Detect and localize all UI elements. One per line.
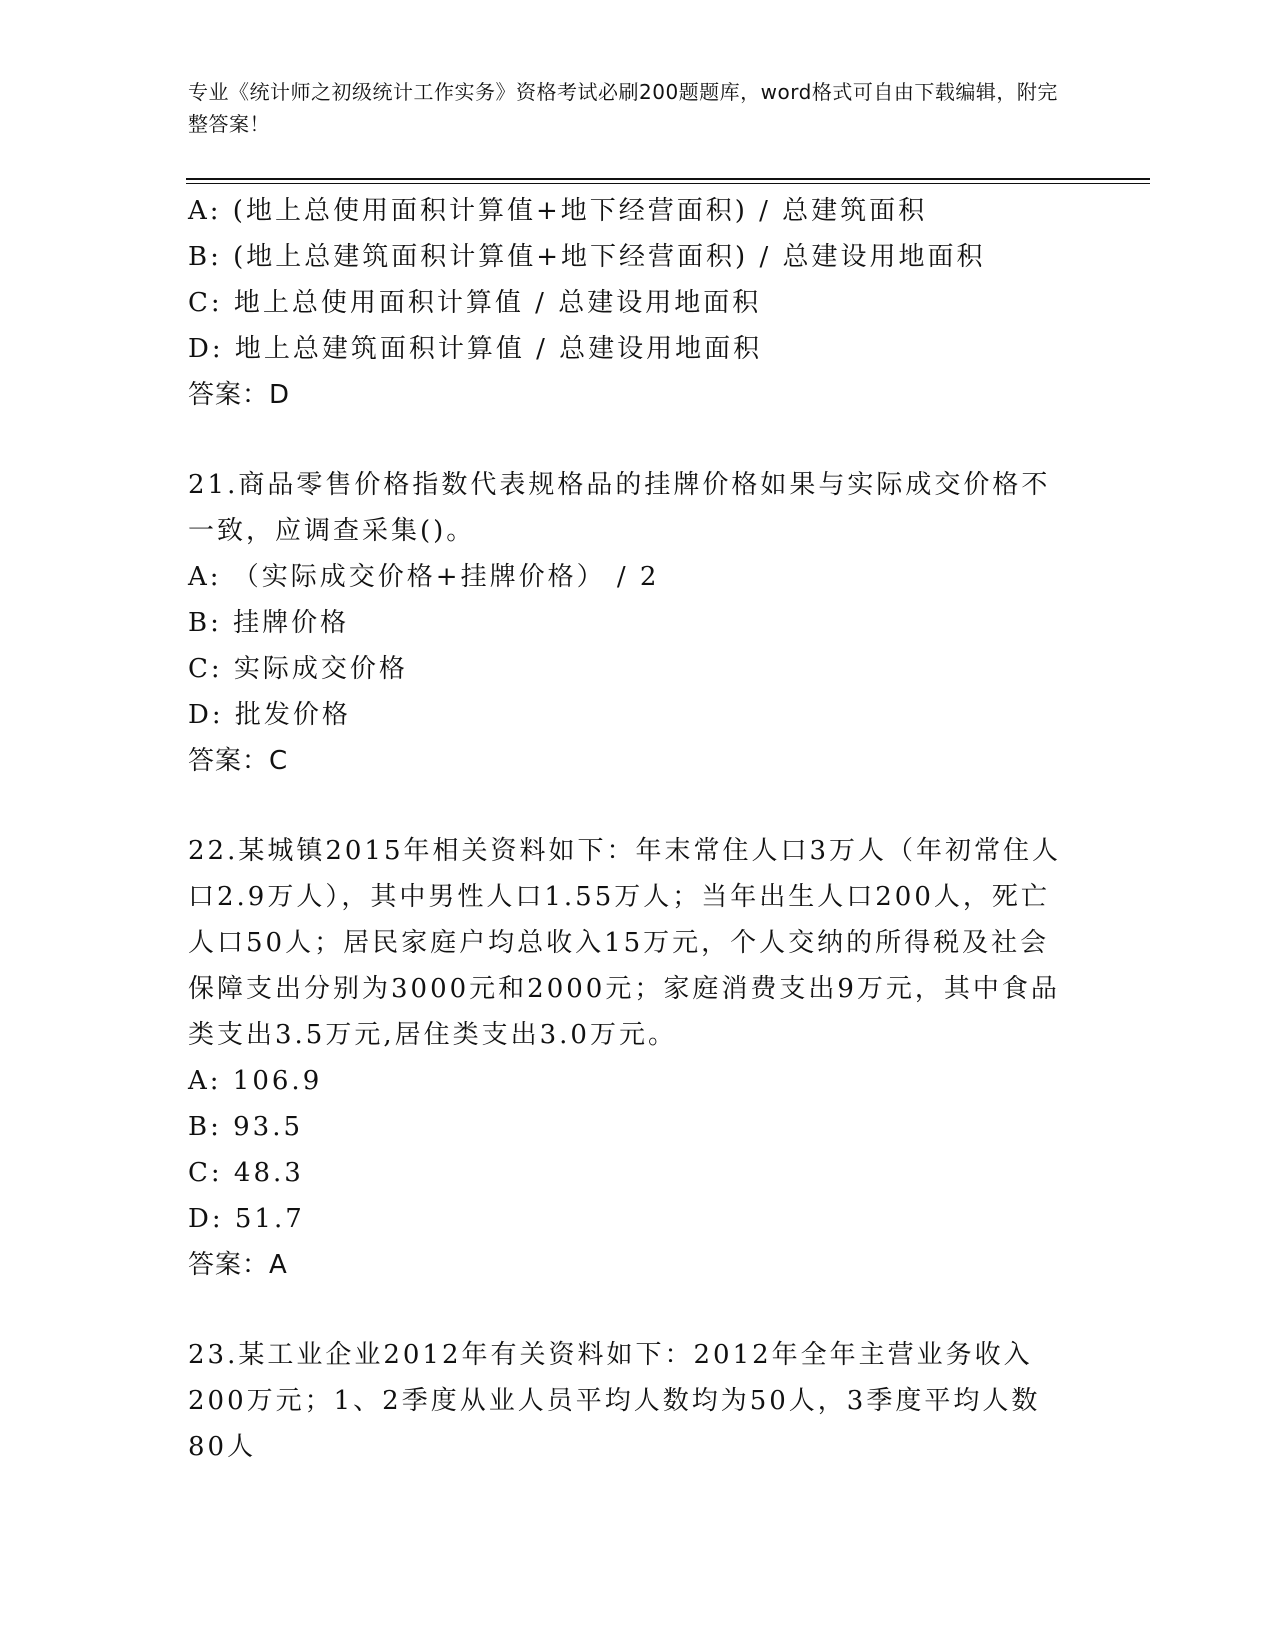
question-stem: 23.某工业企业2012年有关资料如下：2012年全年主营业务收入200万元；1、2季度从业人员平均人数均为50人，3季度平均人数80人 — [188, 1340, 1041, 1462]
option-c: C: 地上总使用面积计算值 / 总建设用地面积 — [188, 288, 762, 318]
option-a: A: (地上总使用面积计算值+地下经营面积) / 总建筑面积 — [188, 196, 928, 226]
option-b: B: (地上总建筑面积计算值+地下经营面积) / 总建设用地面积 — [188, 242, 986, 272]
question-23 — [188, 1332, 1068, 1470]
option-a: A: （实际成交价格+挂牌价格） / 2 — [188, 562, 660, 592]
option-d: D: 地上总建筑面积计算值 / 总建设用地面积 — [188, 334, 763, 364]
option-a: A: 106.9 — [188, 1066, 323, 1096]
question-stem: 22.某城镇2015年相关资料如下：年末常住人口3万人（年初常住人口2.9万人），其中男性人口1.55万人；当年出生人口200人，死亡人口50人；居民家庭户均总收入15万元，个人交纳的所得税及社会保障支出分别为3000元和2000元；家庭消费支出9万元，其中食品类支出3.5万元,居住类支出3.0万元。 — [188, 836, 1062, 1050]
option-b: B: 93.5 — [188, 1112, 304, 1142]
question-20 — [188, 188, 1068, 418]
option-d: D: 51.7 — [188, 1204, 305, 1234]
answer: 答案：C — [188, 746, 289, 776]
question-21 — [188, 462, 1068, 784]
option-c: C: 实际成交价格 — [188, 654, 408, 684]
document-header: 专业《统计师之初级统计工作实务》资格考试必刷200题题库，word格式可自由下载编辑，附完整答案！ — [188, 80, 1058, 136]
option-d: D: 批发价格 — [188, 700, 351, 730]
answer: 答案：D — [188, 380, 291, 410]
option-b: B: 挂牌价格 — [188, 608, 350, 638]
header-rule-thin — [186, 183, 1150, 184]
question-list — [188, 188, 1068, 1470]
option-c: C: 48.3 — [188, 1158, 304, 1188]
question-stem: 21.商品零售价格指数代表规格品的挂牌价格如果与实际成交价格不一致，应调查采集()。 — [188, 470, 1051, 546]
answer: 答案：A — [188, 1250, 288, 1280]
header-rule-thick — [186, 178, 1150, 180]
question-22 — [188, 828, 1068, 1288]
